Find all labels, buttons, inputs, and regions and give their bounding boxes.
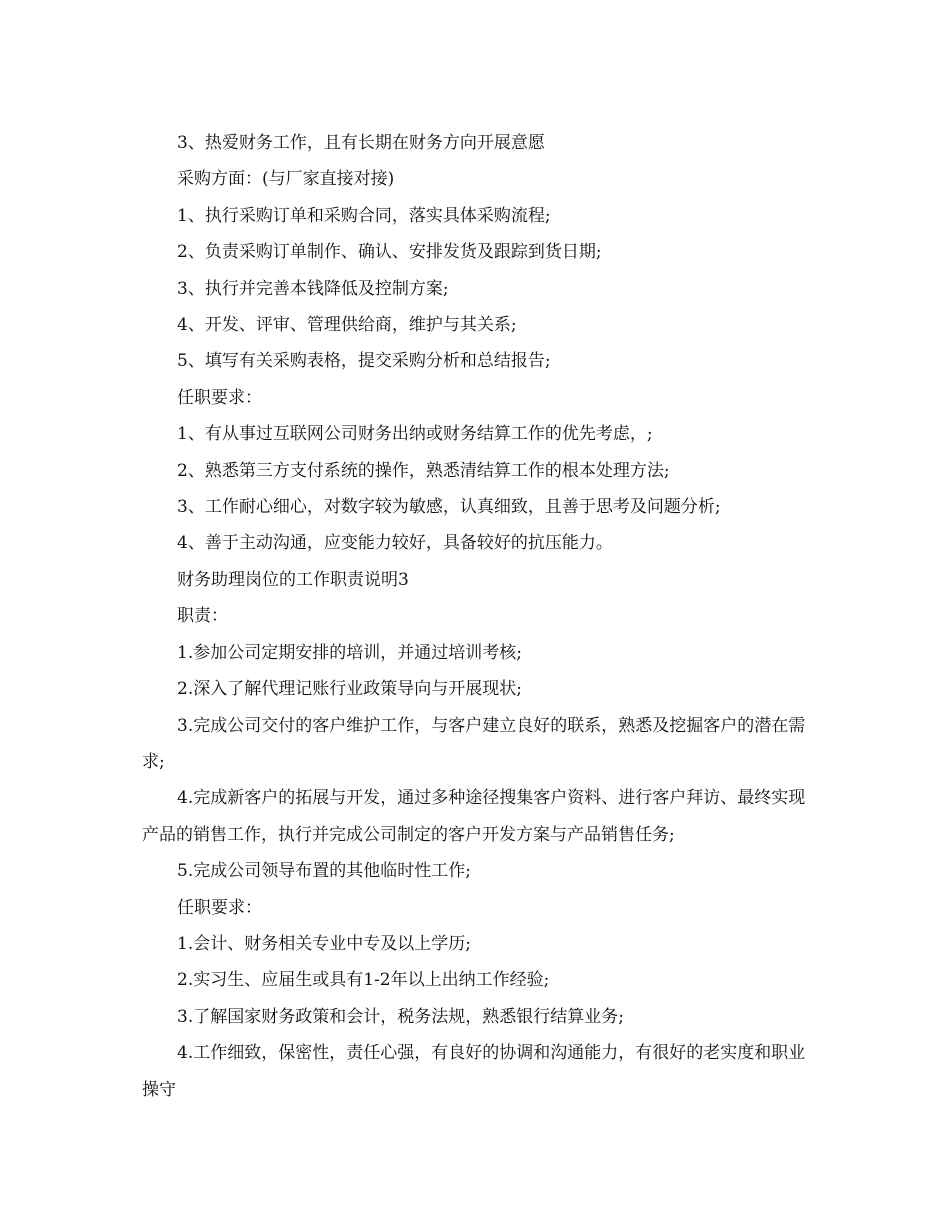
paragraph: 5、填写有关采购表格，提交采购分析和总结报告;	[177, 351, 551, 372]
paragraph: 2.深入了解代理记账行业政策导向与开展现状;	[177, 679, 522, 700]
section-heading: 任职要求：	[177, 897, 262, 918]
document-title: 财务助理岗位的工作职责说明3	[177, 569, 409, 590]
section-heading: 任职要求：	[177, 387, 262, 408]
paragraph: 1、有从事过互联网公司财务出纳或财务结算工作的优先考虑，;	[177, 424, 653, 445]
paragraph: 2.实习生、应届生或具有1-2年以上出纳工作经验;	[177, 970, 550, 991]
paragraph: 3、工作耐心细心，对数字较为敏感，认真细致，且善于思考及问题分析;	[177, 497, 721, 518]
paragraph: 1、执行采购订单和采购合同，落实具体采购流程;	[177, 205, 551, 226]
paragraph: 5.完成公司领导布置的其他临时性工作;	[177, 861, 471, 882]
paragraph: 1.会计、财务相关专业中专及以上学历;	[177, 933, 471, 954]
paragraph: 3.完成公司交付的客户维护工作，与客户建立良好的联系，熟悉及挖掘客户的潜在需求;	[142, 715, 806, 772]
section-heading: 采购方面：(与厂家直接对接)	[177, 169, 395, 190]
paragraph: 1.参加公司定期安排的培训，并通过培训考核;	[177, 642, 522, 663]
document-body	[142, 125, 808, 1108]
paragraph: 4、善于主动沟通，应变能力较好，具备较好的抗压能力。	[177, 533, 613, 554]
paragraph: 4.工作细致，保密性，责任心强，有良好的协调和沟通能力，有很好的老实度和职业操守	[142, 1043, 806, 1100]
paragraph: 3.了解国家财务政策和会计，税务法规，熟悉银行结算业务;	[177, 1006, 624, 1027]
paragraph: 2、熟悉第三方支付系统的操作，熟悉清结算工作的根本处理方法;	[177, 460, 670, 481]
paragraph: 2、负责采购订单制作、确认、安排发货及跟踪到货日期;	[177, 242, 602, 263]
section-heading: 职责：	[177, 606, 228, 627]
paragraph: 4.完成新客户的拓展与开发，通过多种途径搜集客户资料、进行客户拜访、最终实现产品的销售工作，执行并完成公司制定的客户开发方案与产品销售任务;	[142, 788, 806, 845]
paragraph: 4、开发、评审、管理供给商，维护与其关系;	[177, 315, 517, 336]
paragraph: 3、热爱财务工作，且有长期在财务方向开展意愿	[177, 133, 545, 153]
paragraph: 3、执行并完善本钱降低及控制方案;	[177, 278, 449, 299]
